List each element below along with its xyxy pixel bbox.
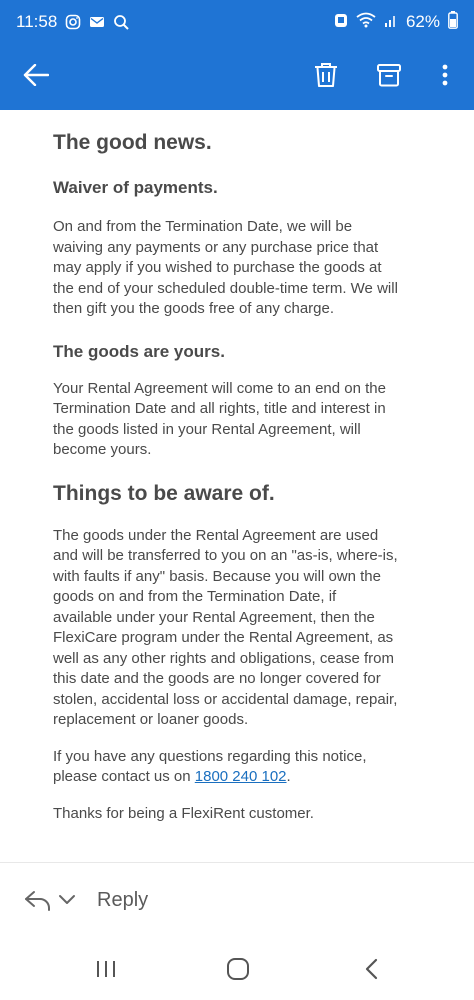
- text-line: available under your Rental Agreement, then the: [53, 608, 375, 626]
- text-line: the end of your scheduled double-time term. We will: [53, 279, 398, 297]
- app-bar: [0, 44, 474, 110]
- text-line: Your Rental Agreement will come to an end on the: [53, 379, 386, 397]
- reply-options-dropdown[interactable]: [58, 893, 80, 911]
- reply-button[interactable]: Reply: [97, 889, 149, 911]
- reply-bar: [0, 863, 474, 941]
- reply-icon: [24, 900, 52, 917]
- archive-button[interactable]: [369, 57, 409, 97]
- archive-icon: [377, 63, 401, 92]
- paragraph-goods: [53, 379, 421, 461]
- back-button[interactable]: [16, 57, 56, 97]
- battery-text: 62%: [405, 12, 440, 31]
- paragraph-thanks: Thanks for being a FlexiRent customer.: [53, 804, 314, 822]
- text-line: then gift you the goods free of any charge.: [53, 300, 335, 317]
- text-line: The goods under the Rental Agreement are used: [53, 526, 379, 544]
- text-line: waiving any payments or any purchase price that: [53, 238, 379, 256]
- recent-apps-button[interactable]: [88, 953, 124, 989]
- heading-goods-yours: The goods are yours.: [53, 341, 225, 361]
- status-left: [16, 12, 129, 32]
- text-line: well as any other rights and obligations, cease from: [53, 649, 395, 667]
- search-notification-icon: [113, 14, 129, 30]
- text-line: become yours.: [53, 441, 152, 458]
- text-line: Termination Date and all rights, title and interest in: [53, 400, 386, 417]
- more-options-button[interactable]: [425, 57, 465, 97]
- trash-icon: [314, 62, 338, 93]
- system-nav-bar: [0, 941, 474, 1000]
- text-line: goods on and from the Termination Date, if: [53, 588, 337, 605]
- status-right: [334, 11, 458, 34]
- text-line: replacement or loaner goods.: [53, 711, 249, 728]
- text-line: with faults if any" basis. Because you will own the: [53, 567, 381, 585]
- signal-icon: [384, 12, 398, 33]
- paragraph-aware: [53, 526, 421, 731]
- text-line: On and from the Termination Date, we will be: [53, 218, 353, 235]
- text-line: stolen, accidental loss or accidental damage, repair,: [53, 690, 398, 708]
- heading-good-news: The good news.: [53, 131, 212, 154]
- email-body: [0, 110, 474, 862]
- text-line: If you have any questions regarding this notice,: [53, 747, 367, 765]
- paragraph-questions: [53, 747, 421, 788]
- status-time: 11:58: [16, 12, 58, 31]
- status-bar: [0, 0, 474, 44]
- text-line: this date and the goods are no longer covered for: [53, 670, 381, 687]
- text-line: please contact us on: [53, 768, 195, 785]
- heading-waiver: Waiver of payments.: [53, 178, 218, 197]
- chevron-left-icon: [364, 958, 378, 985]
- text-line: FlexiCare program under the Rental Agreement, as: [53, 629, 394, 646]
- wifi-icon: [356, 12, 376, 33]
- delete-button[interactable]: [306, 57, 346, 97]
- system-back-button[interactable]: [353, 953, 389, 989]
- text-line: and will be transferred to you on an "as-is, where-is,: [53, 547, 398, 564]
- reply-action-button[interactable]: [24, 889, 54, 915]
- home-icon: [226, 957, 250, 986]
- text-line: the goods listed in your Rental Agreement, will: [53, 420, 361, 438]
- text-punctuation: .: [286, 768, 291, 785]
- phone-link[interactable]: 1800 240 102: [194, 768, 287, 785]
- instagram-icon: [65, 14, 81, 30]
- chevron-down-icon: [58, 893, 76, 910]
- arrow-left-icon: [23, 64, 49, 91]
- more-vertical-icon: [442, 64, 448, 91]
- paragraph-waiver: [53, 217, 421, 320]
- battery-icon: [448, 11, 458, 34]
- heading-aware: Things to be aware of.: [53, 481, 275, 505]
- home-button[interactable]: [220, 953, 256, 989]
- mail-notification-icon: [89, 14, 105, 30]
- alarm-icon: [334, 12, 348, 33]
- text-line: may apply if you wished to purchase the goods at: [53, 259, 382, 276]
- recent-apps-icon: [95, 959, 117, 984]
